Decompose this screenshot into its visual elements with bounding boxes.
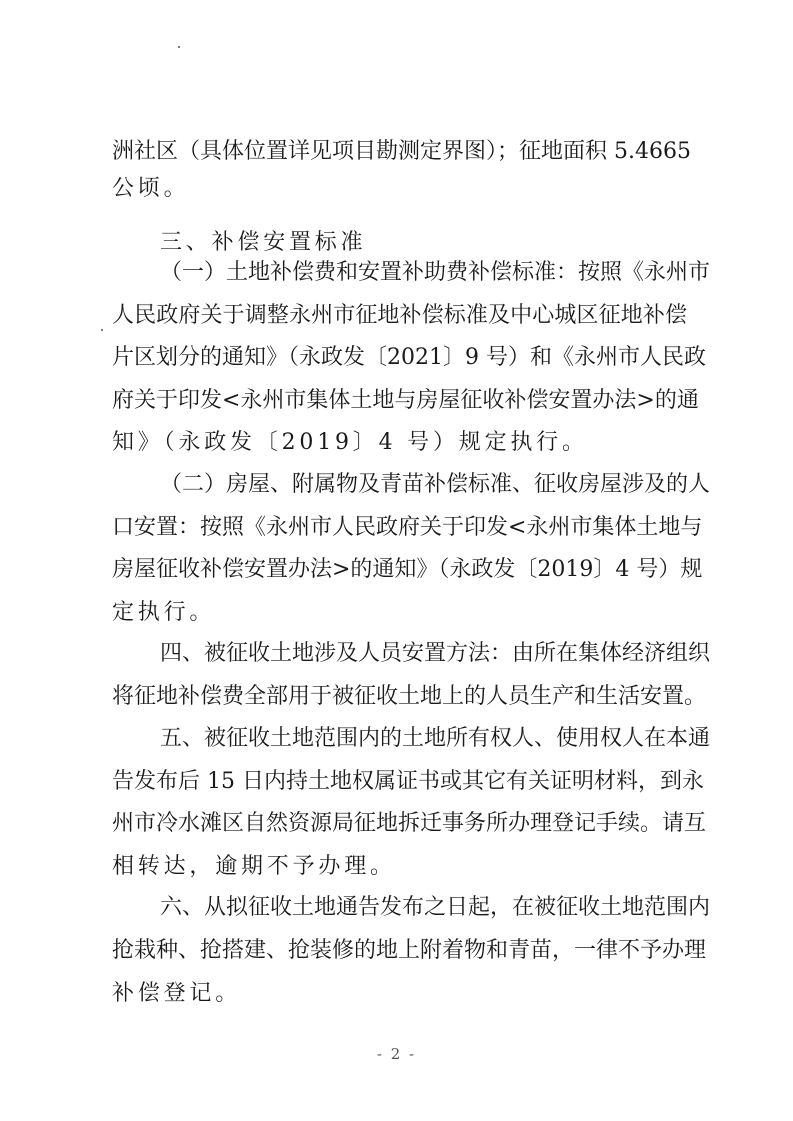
text-line: 五、被征收土地范围内的土地所有权人、使用权人在本通: [160, 726, 711, 751]
text-line: 六、从拟征收土地通告发布之日起，在被征收土地范围内: [160, 895, 711, 920]
scan-speck: [101, 329, 103, 331]
text-line: （一）土地补偿费和安置补助费补偿标准：按照《永州市: [160, 260, 711, 285]
text-line: 片区划分的通知》（永政发〔2021〕9 号）和《永州市人民政: [112, 345, 706, 370]
text-line: 公顷。: [112, 176, 190, 201]
text-line: 相转达，逾期不予办理。: [112, 854, 396, 879]
text-line: 知》（永政发〔2019〕4 号）规定执行。: [112, 430, 588, 455]
text-line: 州市冷水滩区自然资源局征地拆迁事务所办理登记手续。请互: [112, 811, 707, 836]
text-line: 府关于印发<永州市集体土地与房屋征收补偿安置办法>的通: [112, 388, 699, 413]
text-line: 告发布后 15 日内持土地权属证书或其它有关证明材料，到永: [112, 769, 704, 794]
text-line: （二）房屋、附属物及青苗补偿标准、征收房屋涉及的人: [160, 472, 711, 497]
text-line: 人民政府关于调整永州市征地补偿标准及中心城区征地补偿: [112, 303, 687, 328]
text-line: 定执行。: [112, 600, 216, 625]
text-line: 房屋征收补偿安置办法>的通知》（永政发〔2019〕4 号）规: [112, 557, 703, 582]
page-number: - 2 -: [376, 1045, 417, 1063]
scan-speck: [178, 46, 180, 48]
section-heading: 三、补偿安置标准: [160, 230, 367, 255]
text-line: 口安置：按照《永州市人民政府关于印发<永州市集体土地与: [112, 515, 703, 540]
text-line: 洲社区（具体位置详见项目勘测定界图）；征地面积 5.4665: [112, 139, 691, 164]
text-line: 四、被征收土地涉及人员安置方法：由所在集体经济组织: [160, 641, 711, 666]
text-line: 将征地补偿费全部用于被征收土地上的人员生产和生活安置。: [112, 684, 707, 709]
text-line: 补偿登记。: [112, 981, 242, 1006]
text-line: 抢栽种、抢搭建、抢装修的地上附着物和青苗，一律不予办理: [112, 938, 707, 963]
